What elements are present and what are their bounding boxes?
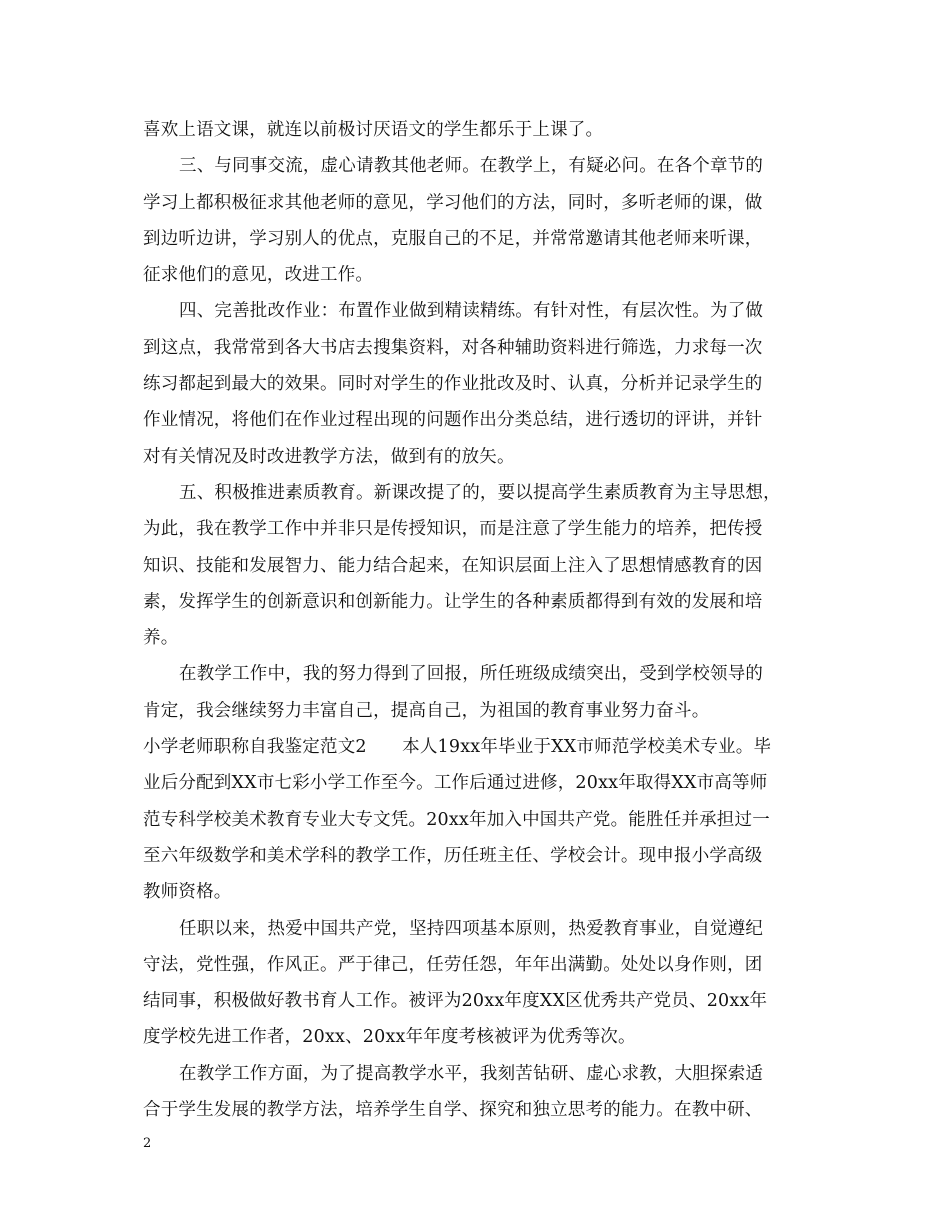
document-body: [143, 112, 819, 1128]
text-line: 学习上都积极征求其他老师的意见，学习他们的方法，同时，多听老师的课，做: [143, 192, 763, 213]
text-line: 五、积极推进素质教育。新课改提了的，要以提高学生素质教育为主导思想，: [179, 482, 781, 503]
text-line: 在教学工作方面，为了提高教学水平，我刻苦钻研、虚心求教，大胆探索适: [179, 1063, 764, 1084]
text-line: 守法，党性强，作风正。严于律己，任劳任怨，年年出满勤。处处以身作则，团: [143, 954, 763, 975]
text-line: 至六年级数学和美术学科的教学工作，历任班主任、学校会计。现申报小学高级: [143, 845, 763, 866]
text-line: 度学校先进工作者，20xx、20xx年年度考核被评为优秀等次。: [143, 1027, 636, 1048]
page-number: 2: [143, 1136, 152, 1151]
text-line: 肯定，我会继续努力丰富自己，提高自己，为祖国的教育事业努力奋斗。: [143, 700, 710, 721]
text-line: 合于学生发展的教学方法，培养学生自学、探究和独立思考的能力。在教中研、: [143, 1100, 763, 1121]
text-line: 练习都起到最大的效果。同时对学生的作业批改及时、认真，分析并记录学生的: [143, 374, 763, 395]
text-line: 为此，我在教学工作中并非只是传授知识，而是注意了学生能力的培养，把传授: [143, 519, 763, 540]
text-line: 作业情况，将他们在作业过程出现的问题作出分类总结，进行透切的评讲，并针: [143, 410, 763, 431]
text-line: 喜欢上语文课，就连以前极讨厌语文的学生都乐于上课了。: [143, 120, 604, 140]
text-line: 养。: [143, 628, 179, 649]
text-line: 任职以来，热爱中国共产党，坚持四项基本原则，热爱教育事业，自觉遵纪: [179, 918, 764, 939]
text-line: 知识、技能和发展智力、能力结合起来，在知识层面上注入了思想情感教育的因: [143, 555, 763, 576]
text-line: 到这点，我常常到各大书店去搜集资料，对各种辅助资料进行筛选，力求每一次: [143, 337, 763, 358]
text-line: 结同事，积极做好教书育人工作。被评为20xx年度XX区优秀共产党员、20xx年: [143, 991, 768, 1012]
text-line: 对有关情况及时改进教学方法，做到有的放矢。: [143, 446, 515, 467]
text-line: 到边听边讲，学习别人的优点，克服自己的不足，并常常邀请其他老师来听课，: [143, 228, 763, 249]
text-line: 三、与同事交流，虚心请教其他老师。在教学上，有疑必问。在各个章节的: [179, 156, 764, 177]
text-line: 业后分配到XX市七彩小学工作至今。工作后通过进修，20xx年取得XX市高等师: [143, 773, 768, 794]
text-line: 范专科学校美术教育专业大专文凭。20xx年加入中国共产党。能胜任并承担过一: [143, 809, 770, 830]
text-line: 征求他们的意见，改进工作。: [143, 265, 374, 286]
text-line: 素，发挥学生的创新意识和创新能力。让学生的各种素质都得到有效的发展和培: [143, 591, 763, 612]
text-line: 四、完善批改作业：布置作业做到精读精练。有针对性，有层次性。为了做: [179, 301, 764, 322]
text-line: 在教学工作中，我的努力得到了回报，所任班级成绩突出，受到学校领导的: [179, 664, 764, 685]
text-line: 教师资格。: [143, 882, 232, 903]
section-heading-line: 小学老师职称自我鉴定范文2 本人19xx年毕业于XX市师范学校美术专业。毕: [143, 737, 772, 758]
